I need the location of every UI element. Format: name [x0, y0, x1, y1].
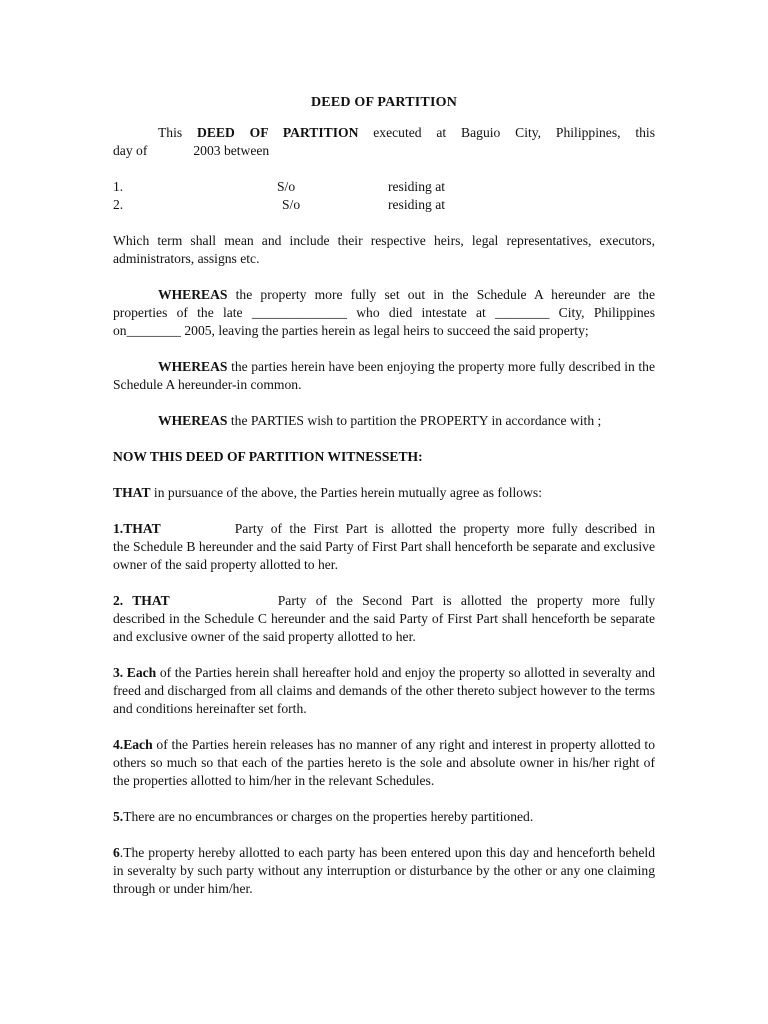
intro-day-of: day of: [113, 143, 148, 158]
clause-4: [113, 736, 655, 790]
clause-3: [113, 664, 655, 718]
intro-year: 2003 between: [193, 143, 270, 158]
whereas-1-text: the property more fully set out in the Schedule A hereunder are the: [235, 287, 655, 302]
witnesseth-heading: NOW THIS DEED OF PARTITION WITNESSETH:: [113, 449, 423, 464]
clause-1: [113, 520, 655, 574]
party-residing-label: residing at: [388, 197, 446, 212]
definition-paragraph: Which term shall mean and include their respective heirs, legal representatives, executors, administrators, assigns etc.: [113, 233, 655, 266]
clause-2-first-text: Party of the Second Part is allotted the property more fully: [277, 593, 655, 608]
clause-label: 6: [113, 845, 120, 860]
intro-line-1: [113, 124, 655, 142]
whereas-paragraph-1: [113, 286, 655, 340]
whereas-1-line-2: properties of the late ______________ who died intestate at ________ City, Philippines: [113, 305, 655, 320]
clause-1-first-text: Party of the First Part is allotted the property more fully described in: [234, 521, 655, 536]
clause-4-text: of the Parties herein releases has no manner of any right and interest in property allotted to others so much so that each of the parties hereto is the sole and absolute owner in his/her right of the properties allotted to him/her in the relevant Schedules.: [113, 737, 655, 788]
party-so-label: S/o: [282, 197, 301, 212]
clause-5-text: There are no encumbrances or charges on the properties hereby partitioned.: [123, 809, 534, 824]
clause-5: [113, 808, 655, 826]
clause-3-text: of the Parties herein shall hereafter hold and enjoy the property so allotted in severalty and freed and discharged from all claims and demands of the other thereto subject however to the terms and conditions hereinafter set forth.: [113, 665, 655, 716]
clause-1-line-1: [113, 520, 655, 538]
clause-1-rest: the Schedule B hereunder and the said Party of First Part shall henceforth be separate and exclusive owner of the said property allotted to her.: [113, 539, 655, 572]
whereas-label: WHEREAS: [158, 287, 228, 302]
party-residing-label: residing at: [388, 179, 446, 194]
whereas-paragraph-2: [113, 358, 655, 394]
whereas-label: WHEREAS: [158, 359, 228, 374]
whereas-paragraph-3: [113, 412, 655, 430]
whereas-2-text: the parties herein have been enjoying the property more fully described in the Schedule A hereunder-in common.: [113, 359, 655, 392]
parties-list: [113, 178, 655, 214]
clause-6: [113, 844, 655, 898]
clause-label: 4.Each: [113, 737, 153, 752]
party-number: 1.: [113, 179, 124, 194]
whereas-1-line-1: [113, 286, 655, 304]
that-label: THAT: [113, 485, 151, 500]
party-so-label: S/o: [277, 179, 296, 194]
document-title: DEED OF PARTITION: [310, 95, 458, 110]
party-row-1: [113, 178, 655, 196]
that-paragraph: [113, 484, 655, 502]
party-number: 2.: [113, 197, 124, 212]
intro-line-2: [113, 142, 655, 160]
clause-label: 1.THAT: [113, 521, 161, 536]
clause-label: 2. THAT: [113, 593, 170, 608]
clause-6-text: .The property hereby allotted to each party has been entered upon this day and henceforth beheld in severalty by such party without any interruption or disturbance by the other or any one claiming through or under him/her.: [113, 845, 655, 896]
whereas-label: WHEREAS: [158, 413, 228, 428]
intro-lead: This: [158, 125, 183, 140]
that-text: in pursuance of the above, the Parties herein mutually agree as follows:: [153, 485, 542, 500]
intro-bold-title: DEED OF PARTITION: [197, 125, 359, 140]
clause-label: 3. Each: [113, 665, 157, 680]
clause-2-rest: described in the Schedule C hereunder and the said Party of First Part shall henceforth be separate and exclusive owner of the said property allotted to her.: [113, 611, 655, 644]
whereas-1-line-3: on________ 2005, leaving the parties herein as legal heirs to succeed the said property;: [113, 323, 589, 338]
clause-label: 5.: [113, 809, 124, 824]
clause-2-line-1: [113, 592, 655, 610]
party-row-2: [113, 196, 655, 214]
clause-2: [113, 592, 655, 646]
whereas-3-text: the PARTIES wish to partition the PROPERTY in accordance with ;: [230, 413, 602, 428]
document-page: [113, 94, 655, 898]
intro-rest: executed at Baguio City, Philippines, this: [373, 125, 655, 140]
